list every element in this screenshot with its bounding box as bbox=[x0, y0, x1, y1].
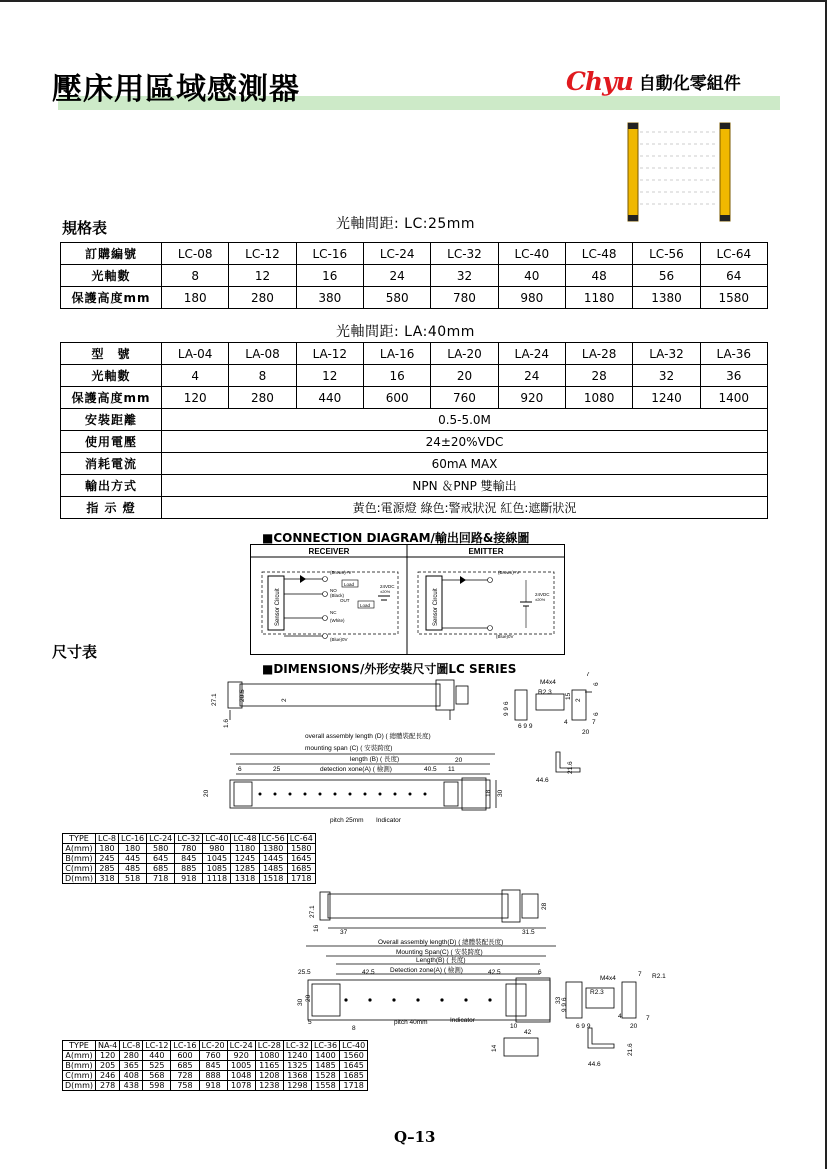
la-dim-14: 14 bbox=[491, 1044, 498, 1052]
table-cell: 980 bbox=[498, 287, 565, 309]
receiver-out: OUT bbox=[340, 598, 350, 603]
table-cell: 718 bbox=[147, 874, 175, 884]
lc-dimension-table bbox=[62, 833, 316, 884]
table-row bbox=[61, 265, 768, 287]
table-cell: LC-20 bbox=[199, 1041, 227, 1051]
la-r23: R2.3 bbox=[590, 989, 604, 996]
la-dim-271: 27.1 bbox=[309, 905, 316, 918]
la-mounting: Mounting Span(C) ( 安裝跨度) bbox=[396, 949, 483, 956]
table-cell: 36 bbox=[700, 365, 767, 387]
row-head: 消耗電流 bbox=[61, 453, 162, 475]
la-dim-6: 6 bbox=[538, 969, 542, 976]
table-row bbox=[61, 287, 768, 309]
table-cell: 485 bbox=[119, 864, 147, 874]
lc-mounting: mounting span (C) ( 安裝跨度) bbox=[305, 745, 393, 752]
row-head: 指 示 燈 bbox=[61, 497, 162, 519]
table-cell: 760 bbox=[431, 387, 498, 409]
lc-dim-20c: 20 bbox=[582, 729, 590, 736]
table-cell: D(mm) bbox=[63, 1081, 96, 1091]
receiver-black: (Black) bbox=[330, 593, 345, 598]
table-cell: 4 bbox=[162, 365, 229, 387]
table-cell: 1005 bbox=[227, 1061, 255, 1071]
la-length: Length(B) ( 長度) bbox=[416, 957, 466, 964]
table-cell: 1445 bbox=[259, 854, 287, 864]
table-cell: LC-32 bbox=[431, 243, 498, 265]
table-row bbox=[63, 834, 316, 844]
table-cell: LC-32 bbox=[175, 834, 203, 844]
table-cell: 1165 bbox=[255, 1061, 283, 1071]
table-cell: 245 bbox=[96, 854, 119, 864]
receiver-white: (White) bbox=[330, 618, 345, 623]
table-cell: 246 bbox=[96, 1071, 120, 1081]
table-cell: 8 bbox=[229, 365, 296, 387]
la-dim-7b: 7 bbox=[646, 1015, 650, 1022]
table-cell: 780 bbox=[431, 287, 498, 309]
lc-dim-216: 21.6 bbox=[567, 761, 574, 774]
la-pitch: pitch 40mm bbox=[394, 1019, 428, 1026]
emitter-blue: (Blue)0V bbox=[496, 634, 514, 639]
table-cell: LA-20 bbox=[431, 343, 498, 365]
la-dim-30: 30 bbox=[297, 998, 304, 1006]
lc-detection: detection xone(A) ( 檢測) bbox=[320, 766, 392, 773]
table-cell: C(mm) bbox=[63, 864, 96, 874]
dimensions-section-label: 尺寸表 bbox=[52, 643, 98, 661]
table-cell: 280 bbox=[229, 387, 296, 409]
table-cell: 980 bbox=[203, 844, 231, 854]
table-cell: 56 bbox=[633, 265, 700, 287]
la-dim-28: 28 bbox=[541, 902, 548, 910]
table-cell: 1380 bbox=[259, 844, 287, 854]
lc-dim-2: 2 bbox=[281, 698, 288, 702]
table-cell: 120 bbox=[162, 387, 229, 409]
table-cell: 580 bbox=[147, 844, 175, 854]
receiver-vdc: 24VDC bbox=[380, 584, 395, 589]
table-cell: 24 bbox=[498, 365, 565, 387]
table-cell: 728 bbox=[171, 1071, 199, 1081]
table-cell: 685 bbox=[147, 864, 175, 874]
brand-text: 自動化零組件 bbox=[638, 74, 741, 94]
page-frame-top bbox=[0, 0, 827, 2]
receiver-vdc-tol: ±20% bbox=[380, 589, 391, 594]
table-cell: 758 bbox=[171, 1081, 199, 1091]
la-dim-37: 37 bbox=[340, 929, 348, 936]
la-dim-20: 20 bbox=[305, 994, 312, 1002]
la-dim-10: 10 bbox=[510, 1023, 518, 1030]
lc-spec-table bbox=[60, 242, 768, 309]
table-cell: LC-12 bbox=[229, 243, 296, 265]
lc-dim-6c: 6 bbox=[593, 712, 600, 716]
table-cell: 440 bbox=[143, 1051, 171, 1061]
receiver-no: NO bbox=[330, 588, 337, 593]
table-cell: 920 bbox=[498, 387, 565, 409]
la-dim-4: 4 bbox=[618, 1013, 622, 1020]
table-cell: 1368 bbox=[283, 1071, 311, 1081]
table-cell: 1518 bbox=[259, 874, 287, 884]
page-title: 壓床用區域感測器 bbox=[52, 72, 300, 107]
la-dim-8: 8 bbox=[352, 1025, 356, 1032]
table-cell: 845 bbox=[175, 854, 203, 864]
row-head: 訂購編號 bbox=[61, 243, 162, 265]
table-cell: 1180 bbox=[565, 287, 632, 309]
table-cell: 1685 bbox=[287, 864, 315, 874]
la-spec-table bbox=[60, 342, 768, 519]
la-dimension-table bbox=[62, 1040, 368, 1091]
table-cell: LA-04 bbox=[162, 343, 229, 365]
table-cell: B(mm) bbox=[63, 854, 96, 864]
connection-diagram-title: ■CONNECTION DIAGRAM/輸出回路&接線圖 bbox=[262, 531, 530, 545]
emitter-sensor-circuit: Sensor Circuit bbox=[433, 588, 439, 626]
la-pitch-label: 光軸間距: LA:40mm bbox=[336, 324, 475, 340]
table-cell: 1318 bbox=[231, 874, 259, 884]
table-cell: LC-08 bbox=[162, 243, 229, 265]
table-cell: 760 bbox=[199, 1051, 227, 1061]
table-cell: 568 bbox=[143, 1071, 171, 1081]
table-cell: 8 bbox=[162, 265, 229, 287]
table-row bbox=[63, 1051, 368, 1061]
table-cell: LA-28 bbox=[565, 343, 632, 365]
table-cell: 1118 bbox=[203, 874, 231, 884]
table-cell: 1180 bbox=[231, 844, 259, 854]
receiver-brown: (Brown)+V bbox=[330, 570, 352, 575]
la-996: 9 9 6 bbox=[561, 997, 568, 1012]
table-cell: 1718 bbox=[340, 1081, 368, 1091]
table-cell: 600 bbox=[171, 1051, 199, 1061]
table-cell: 1528 bbox=[311, 1071, 339, 1081]
table-cell: LC-16 bbox=[119, 834, 147, 844]
table-cell: 0.5-5.0M bbox=[162, 409, 768, 431]
la-dim-33: 33 bbox=[555, 996, 562, 1004]
table-cell: LC-32 bbox=[283, 1041, 311, 1051]
table-row bbox=[61, 431, 768, 453]
table-cell: LC-12 bbox=[143, 1041, 171, 1051]
dimensions-title: ■DIMENSIONS/外形安裝尺寸圖LC SERIES bbox=[262, 662, 517, 676]
la-dim-5: 5 bbox=[308, 1019, 312, 1026]
table-cell: A(mm) bbox=[63, 1051, 96, 1061]
table-cell: 1580 bbox=[700, 287, 767, 309]
table-cell: 278 bbox=[96, 1081, 120, 1091]
table-cell: 438 bbox=[120, 1081, 143, 1091]
table-cell: 1718 bbox=[287, 874, 315, 884]
table-cell: 1085 bbox=[203, 864, 231, 874]
table-cell: 12 bbox=[296, 365, 363, 387]
table-row bbox=[63, 1071, 368, 1081]
table-cell: 1240 bbox=[283, 1051, 311, 1061]
table-cell: LC-36 bbox=[311, 1041, 339, 1051]
page-number: Q–13 bbox=[394, 1128, 436, 1146]
table-cell: 1080 bbox=[565, 387, 632, 409]
lc-dim-405: 40.5 bbox=[424, 766, 437, 773]
la-699: 6 9 9 bbox=[576, 1023, 591, 1030]
table-cell: 1245 bbox=[231, 854, 259, 864]
table-row bbox=[61, 497, 768, 519]
table-cell: 280 bbox=[229, 287, 296, 309]
table-row bbox=[63, 1041, 368, 1051]
table-cell: B(mm) bbox=[63, 1061, 96, 1071]
lc-dim-7: 7 bbox=[586, 672, 590, 678]
table-cell: 黃色:電源燈 綠色:警戒狀況 紅色:遮斷狀況 bbox=[162, 497, 768, 519]
table-cell: 888 bbox=[199, 1071, 227, 1081]
table-cell: 16 bbox=[363, 365, 430, 387]
table-row bbox=[63, 864, 316, 874]
lc-indicator: Indicator bbox=[376, 817, 401, 824]
receiver-load-2: Load bbox=[360, 603, 371, 608]
lc-dim-11: 11 bbox=[448, 766, 455, 773]
lc-dim-30: 30 bbox=[497, 789, 504, 797]
table-cell: 1645 bbox=[287, 854, 315, 864]
table-cell: LC-24 bbox=[227, 1041, 255, 1051]
table-cell: 180 bbox=[119, 844, 147, 854]
table-row bbox=[63, 844, 316, 854]
lc-dim-20b: 20 bbox=[203, 789, 210, 797]
table-cell: 1285 bbox=[231, 864, 259, 874]
table-cell: 1208 bbox=[255, 1071, 283, 1081]
table-cell: 280 bbox=[120, 1051, 143, 1061]
row-head: 光軸數 bbox=[61, 265, 162, 287]
table-cell: LA-32 bbox=[633, 343, 700, 365]
lc-dim-20: 20 bbox=[455, 757, 463, 764]
table-cell: 12 bbox=[229, 265, 296, 287]
table-cell: 445 bbox=[119, 854, 147, 864]
la-dim-425b: 42.5 bbox=[488, 969, 501, 976]
lc-dim-25: 25 bbox=[273, 766, 281, 773]
lc-dim-4: 4 bbox=[564, 719, 568, 726]
table-cell: 1045 bbox=[203, 854, 231, 864]
row-head: 輸出方式 bbox=[61, 475, 162, 497]
table-row bbox=[61, 409, 768, 431]
table-row bbox=[61, 365, 768, 387]
lc-dim-271: 27.1 bbox=[211, 693, 218, 706]
la-dim-16: 16 bbox=[313, 924, 320, 932]
emitter-vdc: 24VDC bbox=[535, 592, 550, 597]
table-cell: 780 bbox=[175, 844, 203, 854]
table-cell: LC-24 bbox=[363, 243, 430, 265]
table-cell: 32 bbox=[633, 365, 700, 387]
lc-699: 6 9 9 bbox=[518, 723, 533, 730]
table-cell: D(mm) bbox=[63, 874, 96, 884]
table-cell: LC-40 bbox=[498, 243, 565, 265]
table-row bbox=[63, 1081, 368, 1091]
table-cell: 24±20%VDC bbox=[162, 431, 768, 453]
table-cell: 580 bbox=[363, 287, 430, 309]
table-cell: 1080 bbox=[255, 1051, 283, 1061]
lc-dim-15: 15 bbox=[565, 692, 572, 700]
lc-dim-446: 44.6 bbox=[536, 777, 549, 784]
table-cell: 60mA MAX bbox=[162, 453, 768, 475]
lc-pitch-label: 光軸間距: LC:25mm bbox=[336, 216, 476, 232]
table-cell: 120 bbox=[96, 1051, 120, 1061]
la-dim-216: 21.6 bbox=[627, 1043, 634, 1056]
spec-section-label: 規格表 bbox=[62, 219, 108, 237]
la-dim-20b: 20 bbox=[630, 1023, 638, 1030]
table-cell: 380 bbox=[296, 287, 363, 309]
table-cell: 24 bbox=[363, 265, 430, 287]
table-cell: 685 bbox=[171, 1061, 199, 1071]
table-cell: 918 bbox=[175, 874, 203, 884]
table-cell: 598 bbox=[143, 1081, 171, 1091]
brand bbox=[566, 66, 741, 96]
table-row bbox=[61, 343, 768, 365]
table-cell: 20 bbox=[431, 365, 498, 387]
la-dim-255: 25.5 bbox=[298, 969, 311, 976]
lc-dim-18: 18 bbox=[485, 789, 492, 797]
table-cell: 1048 bbox=[227, 1071, 255, 1081]
emitter-vdc-tol: ±20% bbox=[535, 597, 546, 602]
table-cell: 1485 bbox=[311, 1061, 339, 1071]
la-dim-42: 42 bbox=[524, 1029, 532, 1036]
table-cell: NPN ＆PNP 雙輸出 bbox=[162, 475, 768, 497]
table-cell: 1645 bbox=[340, 1061, 368, 1071]
table-row bbox=[63, 854, 316, 864]
table-cell: LC-8 bbox=[96, 834, 119, 844]
table-cell: 64 bbox=[700, 265, 767, 287]
la-dim-315: 31.5 bbox=[522, 929, 535, 936]
table-cell: LC-16 bbox=[171, 1041, 199, 1051]
table-row bbox=[63, 1061, 368, 1071]
table-cell: 1685 bbox=[340, 1071, 368, 1081]
table-row bbox=[61, 387, 768, 409]
receiver-sensor-circuit: Sensor Circuit bbox=[275, 588, 281, 626]
row-head: 安裝距離 bbox=[61, 409, 162, 431]
la-detection: Detection zone(A) ( 檢測) bbox=[390, 967, 463, 974]
lc-r23: R2.3 bbox=[538, 689, 552, 696]
table-row bbox=[63, 874, 316, 884]
table-cell: 28 bbox=[565, 365, 632, 387]
table-cell: TYPE bbox=[63, 1041, 96, 1051]
table-cell: LC-24 bbox=[147, 834, 175, 844]
la-r21: R2.1 bbox=[652, 973, 666, 980]
table-row bbox=[61, 475, 768, 497]
receiver-nc: NC bbox=[330, 610, 337, 615]
table-cell: 40 bbox=[498, 265, 565, 287]
lc-dim-205: 20.5 bbox=[239, 689, 246, 702]
table-cell: 16 bbox=[296, 265, 363, 287]
table-cell: LC-40 bbox=[340, 1041, 368, 1051]
table-cell: 48 bbox=[565, 265, 632, 287]
lc-996: 9 9 6 bbox=[503, 701, 510, 716]
table-cell: 205 bbox=[96, 1061, 120, 1071]
table-cell: 1580 bbox=[287, 844, 315, 854]
la-dim-425: 42.5 bbox=[362, 969, 375, 976]
table-cell: 600 bbox=[363, 387, 430, 409]
la-dim-7: 7 bbox=[638, 971, 642, 978]
table-cell: LC-40 bbox=[203, 834, 231, 844]
table-cell: 525 bbox=[143, 1061, 171, 1071]
table-cell: 365 bbox=[120, 1061, 143, 1071]
table-cell: 1380 bbox=[633, 287, 700, 309]
table-cell: 1240 bbox=[633, 387, 700, 409]
table-cell: LA-24 bbox=[498, 343, 565, 365]
lc-dim-6: 6 bbox=[238, 766, 242, 773]
table-cell: 440 bbox=[296, 387, 363, 409]
table-cell: 318 bbox=[96, 874, 119, 884]
table-cell: A(mm) bbox=[63, 844, 96, 854]
row-head: 使用電壓 bbox=[61, 431, 162, 453]
table-cell: 845 bbox=[199, 1061, 227, 1071]
receiver-load-1: Load bbox=[344, 582, 355, 587]
table-cell: LC-48 bbox=[565, 243, 632, 265]
row-head: 型 號 bbox=[61, 343, 162, 365]
table-cell: 1325 bbox=[283, 1061, 311, 1071]
lc-dim-7b: 7 bbox=[592, 719, 596, 726]
table-cell: LA-08 bbox=[229, 343, 296, 365]
table-cell: LC-8 bbox=[120, 1041, 143, 1051]
table-cell: LA-16 bbox=[363, 343, 430, 365]
la-indicator: Indicator bbox=[450, 1017, 475, 1024]
table-cell: 1298 bbox=[283, 1081, 311, 1091]
table-cell: 1400 bbox=[311, 1051, 339, 1061]
table-cell: LC-56 bbox=[633, 243, 700, 265]
row-head: 保護高度mm bbox=[61, 387, 162, 409]
la-m4: M4x4 bbox=[600, 975, 616, 982]
table-cell: 1560 bbox=[340, 1051, 368, 1061]
table-row bbox=[61, 453, 768, 475]
table-cell: 885 bbox=[175, 864, 203, 874]
la-dim-446: 44.6 bbox=[588, 1061, 601, 1068]
table-cell: 918 bbox=[199, 1081, 227, 1091]
table-cell: 518 bbox=[119, 874, 147, 884]
connection-diagram bbox=[250, 544, 566, 656]
table-cell: TYPE bbox=[63, 834, 96, 844]
row-head: 保護高度mm bbox=[61, 287, 162, 309]
table-cell: LA-36 bbox=[700, 343, 767, 365]
table-cell: 180 bbox=[162, 287, 229, 309]
lc-pitch: pitch 25mm bbox=[330, 817, 364, 824]
table-cell: 1400 bbox=[700, 387, 767, 409]
row-head: 光軸數 bbox=[61, 365, 162, 387]
lc-dim-6b: 6 bbox=[593, 682, 600, 686]
table-cell: 1485 bbox=[259, 864, 287, 874]
table-row bbox=[61, 243, 768, 265]
table-cell: LC-64 bbox=[700, 243, 767, 265]
table-cell: NA-4 bbox=[96, 1041, 120, 1051]
emitter-brown: (Brown)+V bbox=[498, 570, 520, 575]
emitter-label: EMITTER bbox=[468, 547, 504, 556]
table-cell: LC-64 bbox=[287, 834, 315, 844]
table-cell: 920 bbox=[227, 1051, 255, 1061]
table-cell: C(mm) bbox=[63, 1071, 96, 1081]
lc-dim-16: 1.6 bbox=[223, 718, 230, 728]
table-cell: LC-48 bbox=[231, 834, 259, 844]
receiver-label: RECEIVER bbox=[308, 547, 350, 556]
table-cell: 1238 bbox=[255, 1081, 283, 1091]
table-cell: 285 bbox=[96, 864, 119, 874]
la-overall: Overall assembly length(D) ( 總體裝配長度) bbox=[378, 939, 504, 946]
table-cell: LA-12 bbox=[296, 343, 363, 365]
lc-dim-2b: 2 bbox=[575, 698, 582, 702]
table-cell: 645 bbox=[147, 854, 175, 864]
table-cell: 180 bbox=[96, 844, 119, 854]
lc-overall: overall assembly length (D) ( 總體裝配長度) bbox=[305, 733, 431, 740]
receiver-blue: (Blue)0V bbox=[330, 637, 348, 642]
table-cell: 32 bbox=[431, 265, 498, 287]
lc-length: length (B) ( 長度) bbox=[350, 756, 400, 763]
table-cell: 1558 bbox=[311, 1081, 339, 1091]
lc-series-drawing bbox=[200, 672, 620, 830]
table-cell: LC-56 bbox=[259, 834, 287, 844]
table-cell: 1078 bbox=[227, 1081, 255, 1091]
table-cell: 408 bbox=[120, 1071, 143, 1081]
lc-m4: M4x4 bbox=[540, 679, 556, 686]
light-curtain-photo bbox=[620, 120, 740, 225]
table-cell: LC-16 bbox=[296, 243, 363, 265]
table-cell: LC-28 bbox=[255, 1041, 283, 1051]
brand-logo: Chyu bbox=[566, 67, 633, 96]
